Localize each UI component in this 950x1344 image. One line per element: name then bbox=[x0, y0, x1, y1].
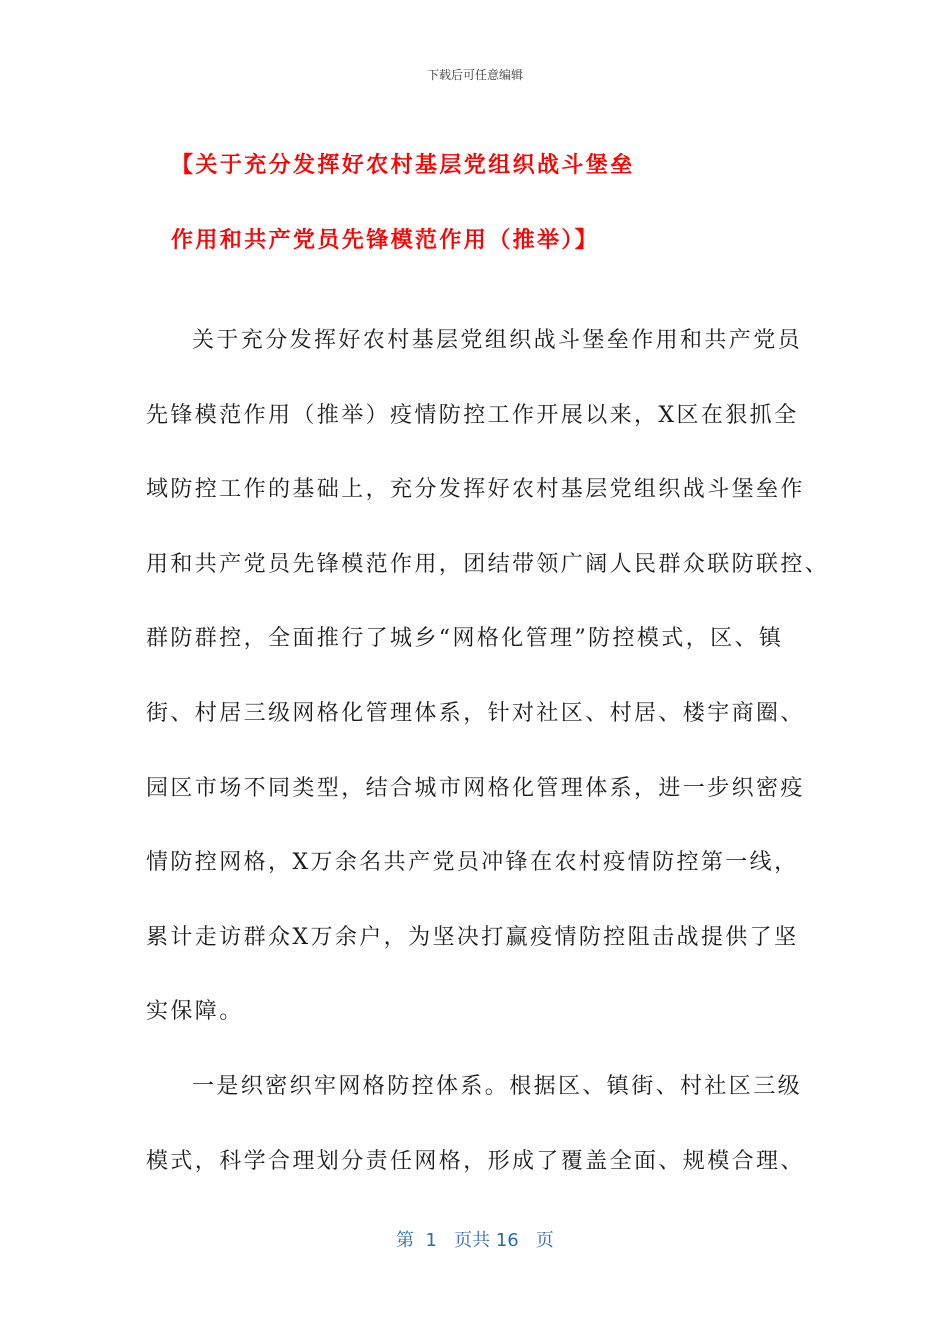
document-title bbox=[171, 144, 811, 293]
body-line: 模式，科学合理划分责任网格，形成了覆盖全面、规模合理、 bbox=[146, 1148, 805, 1174]
body-line: 街、村居三级网格化管理体系，针对社区、村居、楼宇商圈、 bbox=[146, 700, 805, 726]
body-line: 先锋模范作用（推举）疫情防控工作开展以来，X区在狠抓全 bbox=[146, 402, 799, 428]
body-line: 情防控网格，X万余名共产党员冲锋在农村疫情防控第一线， bbox=[146, 850, 799, 876]
body-line: 关于充分发挥好农村基层党组织战斗堡垒作用和共产党员 bbox=[192, 328, 803, 353]
body-line: 园区市场不同类型，结合城市网格化管理体系，进一步织密疫 bbox=[146, 775, 805, 801]
body-line: 用和共产党员先锋模范作用，团结带领广阔人民群众联防联控、 bbox=[146, 551, 830, 577]
page-number-footer: 第 1 页共 16 页 bbox=[396, 1230, 554, 1251]
title-line-1: 【关于充分发挥好农村基层党组织战斗堡垒 bbox=[171, 153, 635, 178]
body-line: 域防控工作的基础上，充分发挥好农村基层党组织战斗堡垒作 bbox=[146, 477, 805, 503]
title-line-2: 作用和共产党员先锋模范作用（推举）】 bbox=[171, 227, 600, 253]
body-line: 累计走访群众X万余户，为坚决打赢疫情防控阻击战提供了坚 bbox=[146, 924, 799, 950]
body-line: 群防群控，全面推行了城乡“网格化管理”防控模式，区、镇 bbox=[146, 626, 784, 652]
body-line: 一是织密织牢网格防控体系。根据区、镇街、村社区三级 bbox=[192, 1073, 803, 1099]
header-note: 下载后可任意编辑 bbox=[426, 68, 523, 82]
body-line: 实保障。 bbox=[146, 999, 244, 1025]
document-body bbox=[146, 319, 830, 1214]
